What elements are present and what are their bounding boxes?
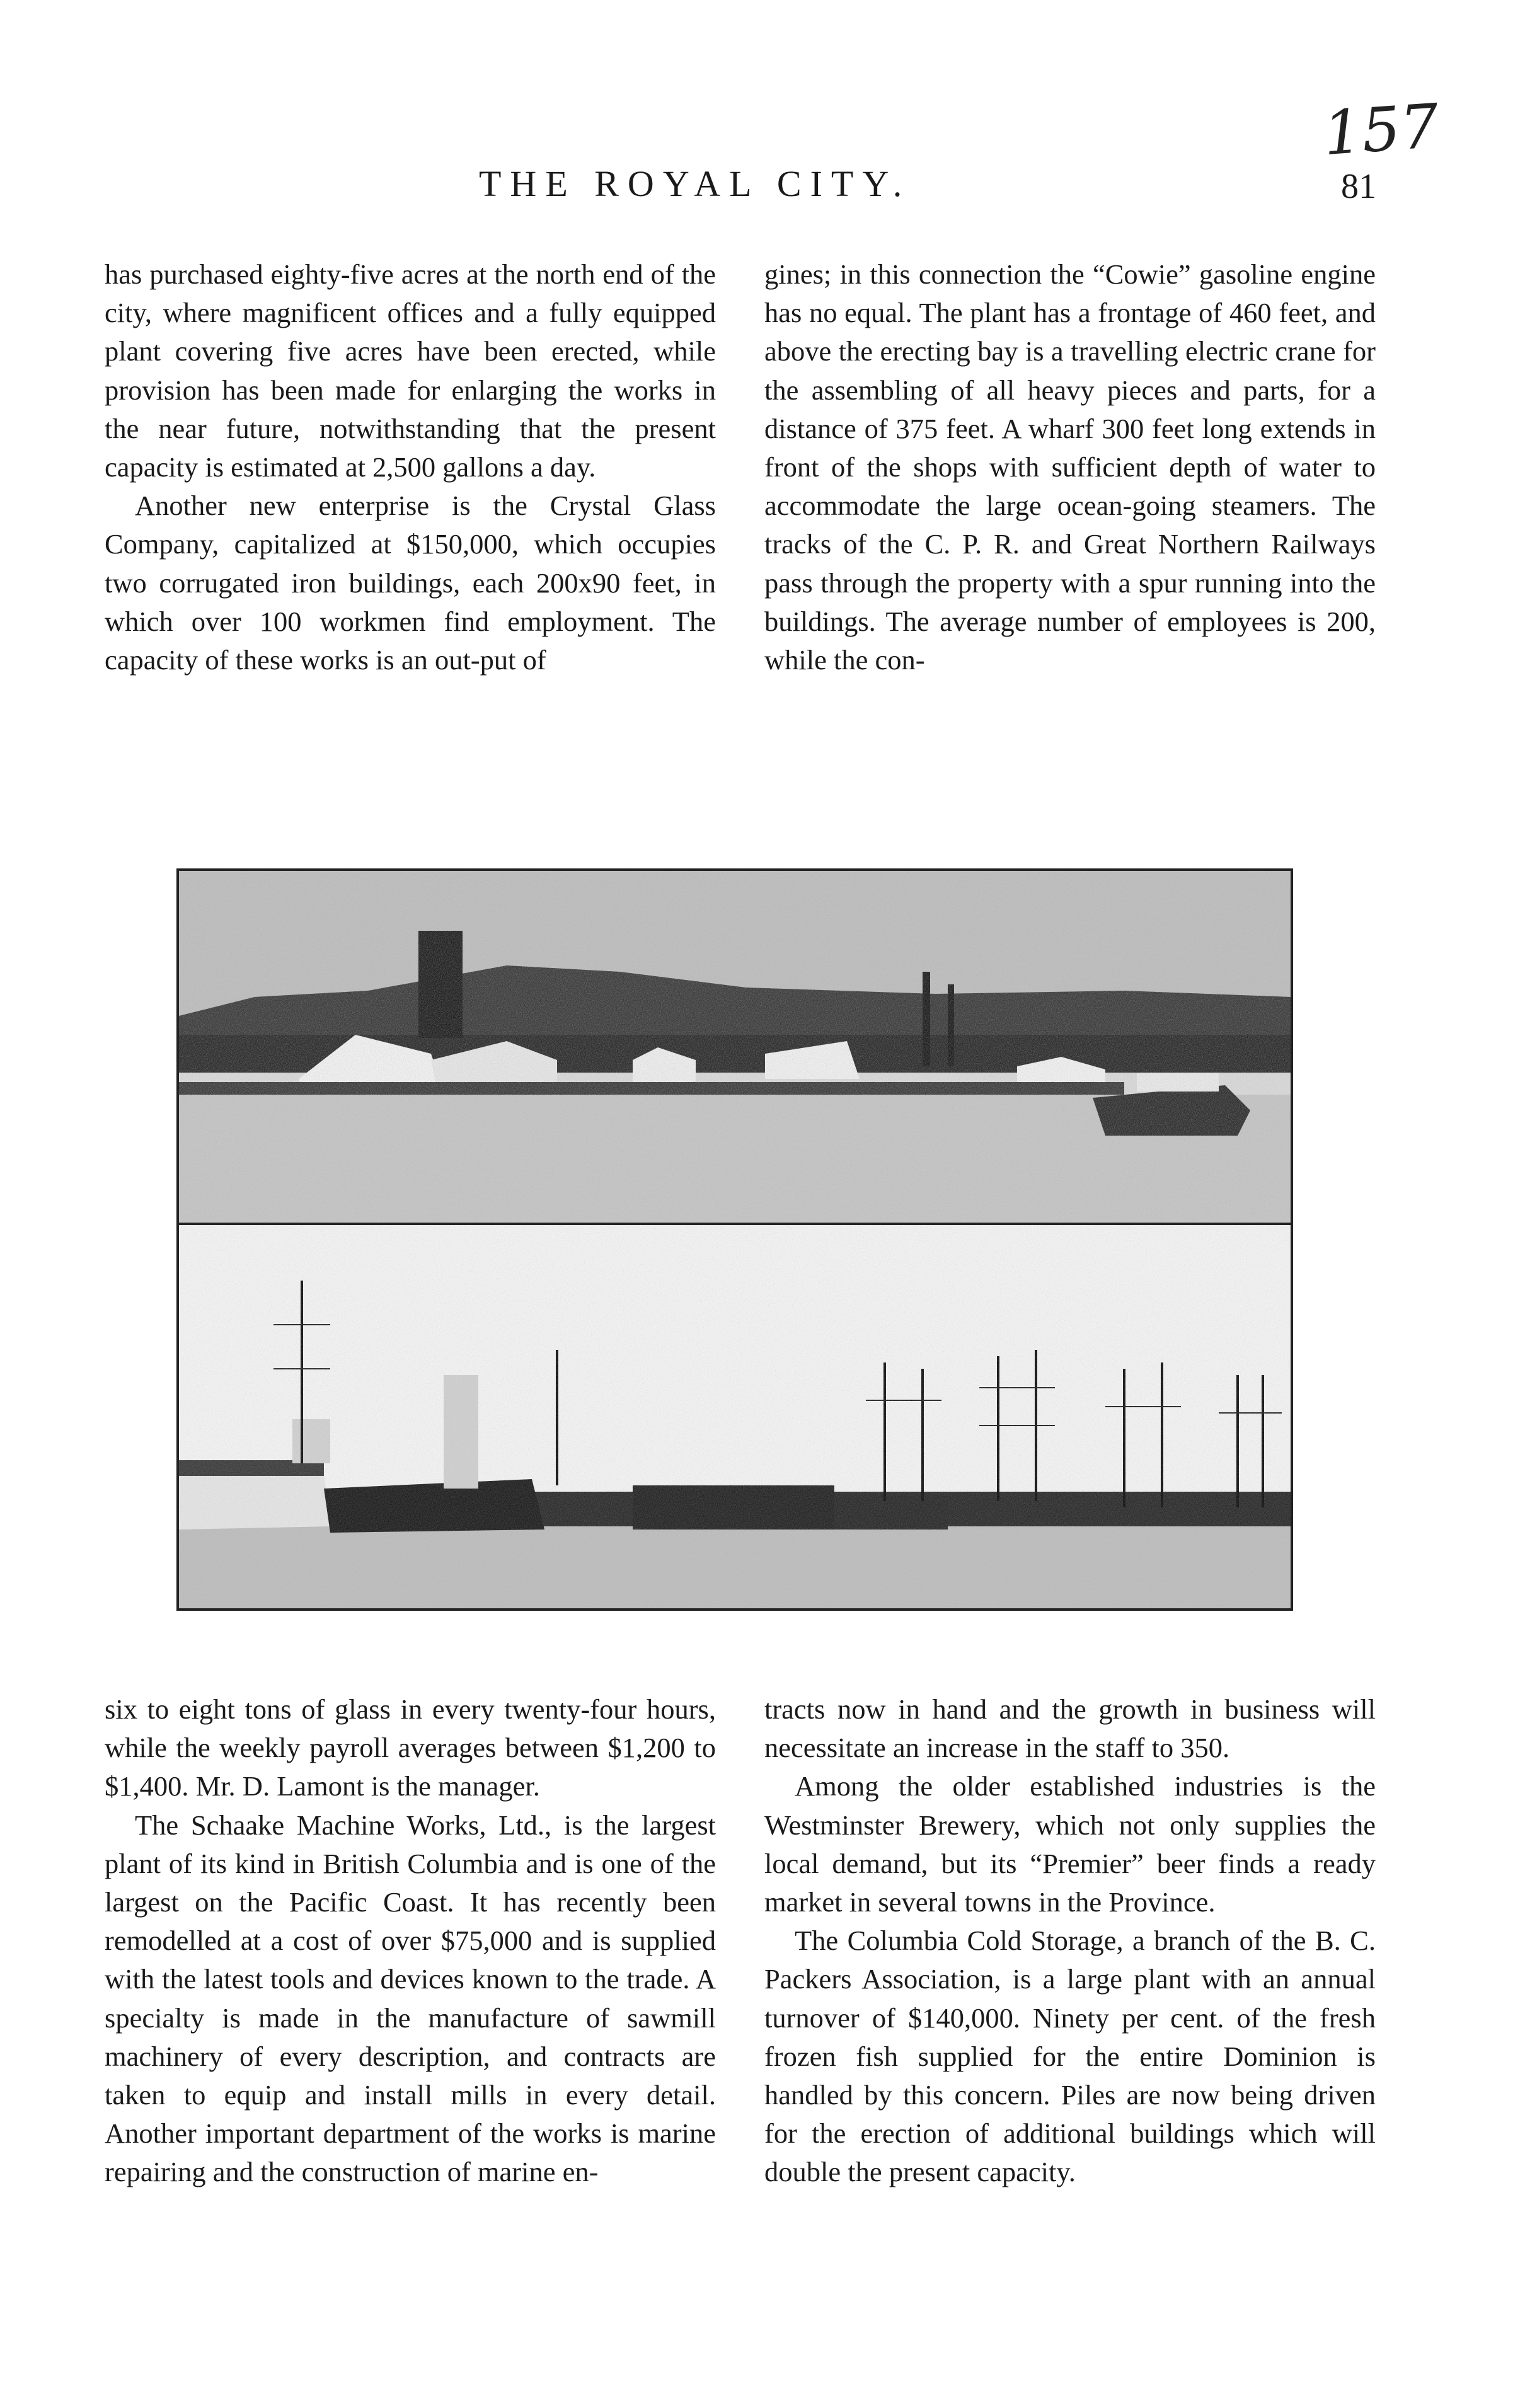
handwritten-page-note: 157 bbox=[1321, 90, 1441, 170]
page-number: 81 bbox=[1341, 167, 1376, 206]
column-bottom-left bbox=[105, 1690, 716, 2192]
paragraph: has purchased eighty-five acres at the north end of the city, where magnificent offices and a fully equipped plant covering five acres have been erected, while provision has been made for enlarging the works in the near future, notwithstanding that the present capacity is estimated at 2,500 gallons a day. bbox=[105, 258, 716, 483]
paragraph: Another new enterprise is the Crystal Glass Company, capitalized at $150,000, which occupies two corrugated iron buildings, each 200x90 feet, in which over 100 workmen find employment. The capacity of these works is an out-put of bbox=[105, 490, 716, 676]
paragraph: The Columbia Cold Storage, a branch of the B. C. Packers Association, is a large plant with an annual turnover of $140,000. Ninety per cent. of the fresh frozen fish supplied for the entire Dominion is handled by this concern. Piles are now being driven for the erection of additional buildings which will double the present capacity. bbox=[764, 1925, 1376, 2188]
photo-plate-graphic bbox=[179, 871, 1291, 1608]
paragraph: gines; in this connection the “Cowie” gasoline engine has no equal. The plant has a frontage of 460 feet, and above the erecting bay is a travelling electric crane for the assembling of all heavy pieces and parts, for a distance of 375 feet. A wharf 300 feet long extends in front of the shops with sufficient depth of water to accommodate the large ocean-going steamers. The tracks of the C. P. R. and Great Northern Railways pass through the property with a spur running into the buildings. The average number of employees is 200, while the con- bbox=[764, 258, 1376, 676]
column-bottom-right bbox=[764, 1690, 1376, 2192]
photo-plate bbox=[176, 868, 1293, 1611]
running-head: THE ROYAL CITY. bbox=[479, 163, 911, 204]
column-top-left bbox=[105, 255, 716, 679]
paragraph: Among the older established industries is the Westminster Brewery, which not only supplies the local demand, but its “Premier” beer finds a ready market in several towns in the Province. bbox=[764, 1770, 1376, 1918]
lower-photograph bbox=[179, 1225, 1291, 1608]
page-header bbox=[0, 163, 1525, 213]
column-top-right bbox=[764, 255, 1376, 679]
paragraph: six to eight tons of glass in every twenty-four hours, while the weekly payroll averages between $1,200 to $1,400. Mr. D. Lamont is the manager. bbox=[105, 1693, 716, 1802]
paragraph: tracts now in hand and the growth in business will necessitate an increase in the staff to 350. bbox=[764, 1693, 1376, 1764]
upper-photograph bbox=[179, 871, 1291, 1224]
paragraph: The Schaake Machine Works, Ltd., is the largest plant of its kind in British Columbia and is one of the largest on the Pacific Coast. It has recently been remodelled at a cost of over $75,000 and is supplied with the latest tools and devices known to the trade. A specialty is made in the manufacture of sawmill machinery of every description, and contracts are taken to equip and install mills in every detail. Another important department of the works is marine repairing and the construction of marine en- bbox=[105, 1809, 716, 2188]
